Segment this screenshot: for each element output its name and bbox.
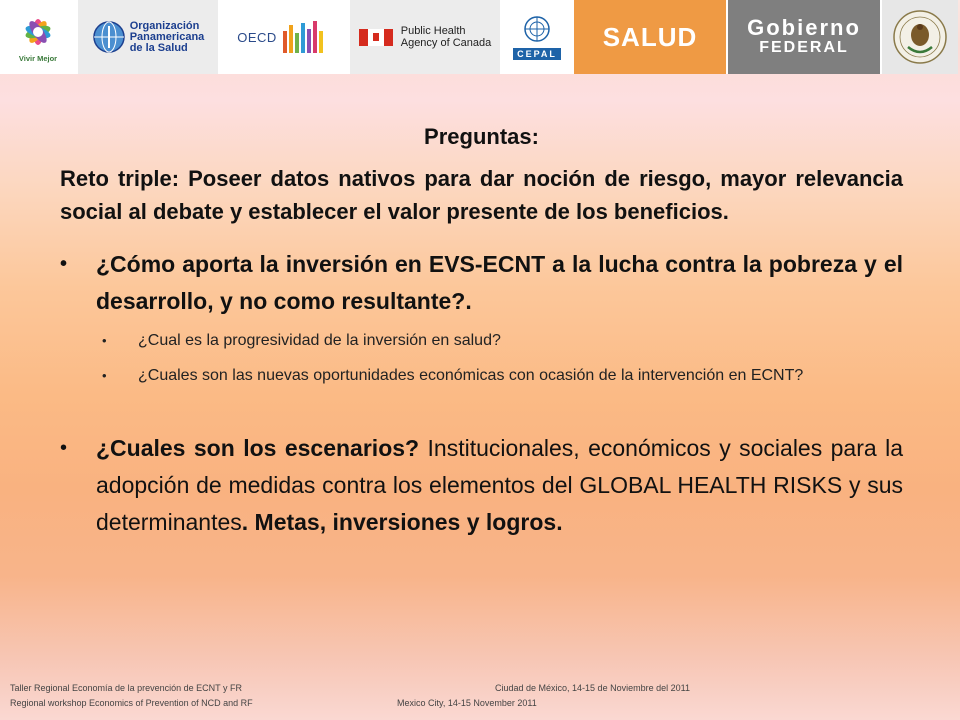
ops-name-line3: de la Salud bbox=[129, 41, 188, 54]
footer-right-line1: Ciudad de México, 14-15 de Noviembre del 2011 bbox=[495, 683, 690, 693]
sub-bullet-item bbox=[60, 361, 903, 390]
oecd-bars-icon bbox=[281, 19, 331, 55]
footer-right-line2: Mexico City, 14-15 November 2011 bbox=[397, 698, 537, 708]
oecd-label: OECD bbox=[237, 29, 277, 45]
federal-label: FEDERAL bbox=[759, 39, 849, 56]
slide-body bbox=[60, 124, 903, 541]
cepal-logo bbox=[502, 0, 574, 74]
bullet-item bbox=[60, 430, 903, 541]
vivir-mejor-logo bbox=[0, 0, 78, 74]
slide-heading: Preguntas: bbox=[424, 124, 539, 149]
gobierno-label: Gobierno bbox=[747, 15, 861, 40]
bullet-text: ¿Cómo aporta la inversión en EVS-ECNT a la lucha contra la pobreza y el desarrollo, y no como resultante?. bbox=[96, 251, 903, 314]
ops-name-line2: Panamericana bbox=[129, 30, 205, 43]
footer-left-line1: Taller Regional Economía de la prevención de ECNT y FR bbox=[10, 683, 242, 693]
phac-name bbox=[401, 25, 492, 49]
salud-logo bbox=[574, 0, 728, 74]
bullet-item bbox=[60, 246, 903, 320]
phac-name-line2: Agency of Canada bbox=[400, 37, 492, 49]
flower-icon bbox=[18, 12, 58, 52]
sub-bullet-text: ¿Cuales son las nuevas oportunidades económicas con ocasión de la intervención en ECNT? bbox=[138, 367, 804, 384]
intro-paragraph: Reto triple: Poseer datos nativos para dar noción de riesgo, mayor relevancia social al debate y establecer el valor presente de los beneficios. bbox=[60, 166, 903, 224]
un-emblem-icon bbox=[521, 14, 553, 44]
footer-left-line2: Regional workshop Economics of Prevention of NCD and RF bbox=[10, 698, 253, 708]
bullet-dot-icon: • bbox=[102, 333, 107, 348]
bullet-text-bold: . Metas, inversiones y logros. bbox=[241, 509, 563, 535]
vivir-mejor-label: Vivir Mejor bbox=[18, 53, 58, 63]
ops-logo bbox=[78, 0, 220, 74]
oecd-logo bbox=[220, 0, 350, 74]
bullet-dot-icon: • bbox=[102, 368, 107, 383]
bullet-text-bold: ¿Cuales son los escenarios? bbox=[96, 435, 420, 461]
eagle-seal-icon bbox=[892, 9, 948, 65]
salud-label: SALUD bbox=[602, 21, 698, 52]
sub-bullet-item bbox=[60, 326, 903, 355]
ops-name-line1: Organización bbox=[129, 19, 200, 32]
bullet-dot-icon: • bbox=[60, 437, 68, 459]
sub-bullet-text: ¿Cual es la progresividad de la inversión en salud? bbox=[138, 332, 501, 349]
logo-strip bbox=[0, 0, 960, 74]
gobierno-federal-logo bbox=[728, 0, 882, 74]
phac-logo bbox=[350, 0, 502, 74]
phac-name-line1: Public Health bbox=[400, 25, 466, 37]
cepal-label: CEPAL bbox=[513, 48, 561, 60]
canada-flag-icon bbox=[359, 29, 393, 46]
globe-icon bbox=[92, 20, 126, 54]
bullet-dot-icon: • bbox=[60, 253, 68, 275]
bullet-text: Institucionales, económicos y sociales para la adopción de medidas contra los elementos del GLOBAL HEALTH RISKS y sus determinantes bbox=[96, 435, 903, 535]
ops-name bbox=[130, 21, 205, 54]
mexico-seal-logo bbox=[882, 0, 958, 74]
